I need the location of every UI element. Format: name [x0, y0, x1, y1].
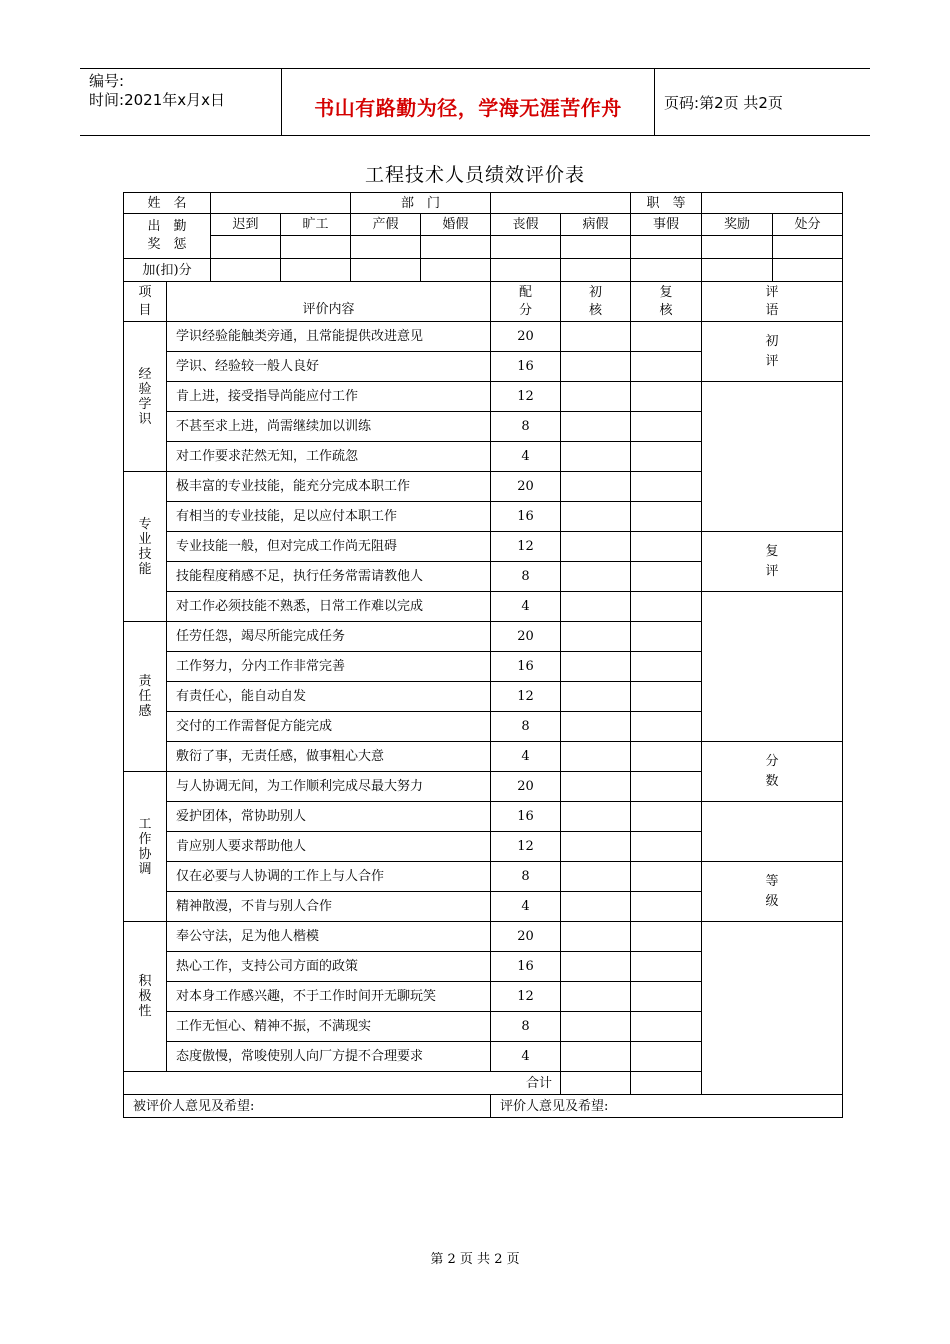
evaluatee-opinion-field[interactable]: 被评价人意见及希望: [124, 1095, 491, 1118]
criterion-score: 8 [491, 412, 561, 442]
criterion-text: 精神散漫，不肯与别人合作 [167, 892, 491, 922]
adjustment-input[interactable] [351, 259, 421, 282]
first-review-input[interactable] [561, 742, 631, 772]
header-page [664, 94, 783, 112]
weight-header-line2: 分 [519, 302, 533, 318]
total-second-review-input[interactable] [631, 1072, 702, 1095]
criterion-text: 热心工作，支持公司方面的政策 [167, 952, 491, 982]
second-review-input[interactable] [631, 1042, 702, 1072]
first-review-header-line2: 核 [589, 302, 603, 318]
section-label-text: 积极性 [138, 974, 152, 1019]
attendance-header-row [124, 214, 843, 236]
header-divider-right [654, 68, 655, 135]
attendance-input[interactable] [702, 236, 773, 259]
criterion-text: 工作无恒心、精神不振，不满现实 [167, 1012, 491, 1042]
criterion-score: 20 [491, 622, 561, 652]
first-review-header-line1: 初 [589, 284, 603, 300]
adjustment-input[interactable] [281, 259, 351, 282]
attendance-input[interactable] [421, 236, 491, 259]
criterion-score: 20 [491, 922, 561, 952]
second-review-input[interactable] [631, 562, 702, 592]
second-review-input[interactable] [631, 922, 702, 952]
attendance-input[interactable] [491, 236, 561, 259]
remark-label-line2: 评 [765, 353, 779, 369]
remark-header-line1: 评 [765, 284, 779, 300]
criterion-score: 20 [491, 472, 561, 502]
header-top-rule [80, 68, 870, 69]
first-review-input[interactable] [561, 772, 631, 802]
first-review-header [561, 282, 631, 322]
criterion-text: 对工作要求茫然无知，工作疏忽 [167, 442, 491, 472]
attendance-col-marriage: 婚假 [421, 214, 491, 236]
criterion-score: 4 [491, 442, 561, 472]
second-review-input[interactable] [631, 352, 702, 382]
second-review-input[interactable] [631, 742, 702, 772]
first-review-input[interactable] [561, 922, 631, 952]
header-time [89, 91, 225, 109]
criterion-text: 奉公守法，足为他人楷模 [167, 922, 491, 952]
remark-input[interactable] [702, 802, 843, 862]
first-review-input[interactable] [561, 382, 631, 412]
criterion-text: 敷衍了事，无责任感，做事粗心大意 [167, 742, 491, 772]
header-time-value: 2021年x月x日 [124, 91, 225, 109]
header-number-label: 编号: [89, 72, 125, 90]
page-footer: 第 2 页 共 2 页 [430, 1252, 520, 1267]
attendance-input[interactable] [351, 236, 421, 259]
header-page-text: 第2页 共2页 [699, 94, 783, 112]
second-review-input[interactable] [631, 892, 702, 922]
first-review-input[interactable] [561, 472, 631, 502]
first-review-input[interactable] [561, 532, 631, 562]
evaluator-opinion-field[interactable]: 评价人意见及希望: [491, 1095, 843, 1118]
first-review-input[interactable] [561, 802, 631, 832]
attendance-value-row [124, 236, 843, 259]
attendance-label-line1: 出 勤 [147, 219, 187, 234]
second-review-input[interactable] [631, 382, 702, 412]
second-review-input[interactable] [631, 442, 702, 472]
criterion-text: 不甚至求上进，尚需继续加以训练 [167, 412, 491, 442]
dept-label: 部 门 [351, 193, 491, 214]
attendance-col-reward: 奖励 [702, 214, 773, 236]
second-review-input[interactable] [631, 652, 702, 682]
attendance-col-penalty: 处分 [773, 214, 843, 236]
criterion-text: 技能程度稍感不足，执行任务常需请教他人 [167, 562, 491, 592]
attendance-col-sick: 病假 [561, 214, 631, 236]
info-row [124, 193, 843, 214]
attendance-input[interactable] [211, 236, 281, 259]
evaluation-row [124, 322, 843, 352]
remark-label-line1: 复 [765, 543, 779, 559]
remark-label-3 [702, 862, 843, 922]
second-review-input[interactable] [631, 1012, 702, 1042]
form-title: 工程技术人员绩效评价表 [364, 164, 585, 186]
adjustment-input[interactable] [561, 259, 631, 282]
evaluation-row [124, 532, 843, 562]
adjustment-label: 加(扣)分 [124, 259, 211, 282]
name-label: 姓 名 [124, 193, 211, 214]
criterion-score: 12 [491, 382, 561, 412]
attendance-label-line2: 奖 惩 [147, 237, 187, 252]
section-label-text: 责任感 [138, 674, 152, 719]
criterion-text: 与人协调无间，为工作顺利完成尽最大努力 [167, 772, 491, 802]
first-review-input[interactable] [561, 622, 631, 652]
attendance-col-absent: 旷工 [281, 214, 351, 236]
criterion-score: 8 [491, 712, 561, 742]
evaluation-row [124, 862, 843, 892]
criterion-score: 16 [491, 352, 561, 382]
evaluation-row [124, 382, 843, 412]
header-time-label: 时间: [89, 91, 125, 109]
second-review-input[interactable] [631, 832, 702, 862]
second-review-input[interactable] [631, 472, 702, 502]
evaluation-row [124, 922, 843, 952]
name-value-field[interactable] [211, 193, 351, 214]
second-review-input[interactable] [631, 322, 702, 352]
first-review-input[interactable] [561, 502, 631, 532]
attendance-input[interactable] [281, 236, 351, 259]
remark-header-line2: 语 [765, 302, 779, 318]
first-review-input[interactable] [561, 442, 631, 472]
second-review-input[interactable] [631, 952, 702, 982]
attendance-input[interactable] [631, 236, 702, 259]
first-review-input[interactable] [561, 892, 631, 922]
criterion-score: 16 [491, 652, 561, 682]
section-experience-label [124, 322, 167, 472]
evaluation-form-table [123, 192, 843, 1118]
criterion-score: 20 [491, 772, 561, 802]
criterion-text: 任劳任怨，竭尽所能完成任务 [167, 622, 491, 652]
adjustment-input[interactable] [631, 259, 702, 282]
first-review-input[interactable] [561, 1012, 631, 1042]
adjustment-input[interactable] [211, 259, 281, 282]
first-review-input[interactable] [561, 652, 631, 682]
criterion-score: 12 [491, 832, 561, 862]
remark-input[interactable] [702, 592, 843, 742]
first-review-input[interactable] [561, 832, 631, 862]
second-review-input[interactable] [631, 802, 702, 832]
evaluation-row [124, 742, 843, 772]
second-review-input[interactable] [631, 532, 702, 562]
rank-label: 职 等 [631, 193, 702, 214]
criterion-text: 有责任心，能自动自发 [167, 682, 491, 712]
remark-input[interactable] [702, 922, 843, 1095]
first-review-input[interactable] [561, 952, 631, 982]
rank-value-field[interactable] [702, 193, 843, 214]
item-header-line2: 目 [138, 302, 152, 318]
first-review-input[interactable] [561, 1042, 631, 1072]
remark-header [702, 282, 843, 322]
criterion-text: 极丰富的专业技能，能充分完成本职工作 [167, 472, 491, 502]
item-header-line1: 项 [138, 284, 152, 300]
criterion-text: 学识、经验较一般人良好 [167, 352, 491, 382]
adjustment-row [124, 259, 843, 282]
criterion-text: 态度傲慢，常唆使别人向厂方提不合理要求 [167, 1042, 491, 1072]
criterion-score: 16 [491, 802, 561, 832]
criterion-score: 20 [491, 322, 561, 352]
criterion-text: 肯应别人要求帮助他人 [167, 832, 491, 862]
second-review-input[interactable] [631, 622, 702, 652]
second-review-input[interactable] [631, 712, 702, 742]
header-motto: 书山有路勤为径，学海无涯苦作舟 [314, 96, 622, 120]
dept-value-field[interactable] [491, 193, 631, 214]
section-responsibility-label [124, 622, 167, 772]
adjustment-input[interactable] [491, 259, 561, 282]
criterion-score: 16 [491, 502, 561, 532]
second-review-header-line2: 核 [659, 302, 673, 318]
section-label-text: 专业技能 [138, 516, 152, 577]
attendance-label [124, 214, 211, 259]
criterion-score: 12 [491, 532, 561, 562]
criterion-score: 16 [491, 952, 561, 982]
remark-label-line1: 等 [765, 873, 779, 889]
remark-label-line2: 评 [765, 563, 779, 579]
second-review-input[interactable] [631, 862, 702, 892]
evaluation-row [124, 592, 843, 622]
criterion-score: 12 [491, 682, 561, 712]
second-review-header [631, 282, 702, 322]
criterion-text: 交付的工作需督促方能完成 [167, 712, 491, 742]
criterion-text: 专业技能一般，但对完成工作尚无阻碍 [167, 532, 491, 562]
first-review-input[interactable] [561, 352, 631, 382]
section-label-text: 经验学识 [138, 366, 152, 427]
criterion-text: 爱护团体，常协助别人 [167, 802, 491, 832]
criterion-text: 对工作必须技能不熟悉，日常工作难以完成 [167, 592, 491, 622]
second-review-header-line1: 复 [659, 284, 673, 300]
total-first-review-input[interactable] [561, 1072, 631, 1095]
first-review-input[interactable] [561, 322, 631, 352]
remark-label-line2: 级 [765, 893, 779, 909]
criterion-score: 4 [491, 742, 561, 772]
criterion-score: 4 [491, 1042, 561, 1072]
adjustment-input[interactable] [773, 259, 843, 282]
remark-label-0 [702, 322, 843, 382]
remark-label-line1: 初 [765, 333, 779, 349]
criterion-score: 4 [491, 892, 561, 922]
section-skill-label [124, 472, 167, 622]
content-header: 评价内容 [167, 282, 491, 322]
criterion-text: 有相当的专业技能，足以应付本职工作 [167, 502, 491, 532]
criterion-score: 8 [491, 862, 561, 892]
second-review-input[interactable] [631, 412, 702, 442]
criterion-text: 学识经验能触类旁通，且常能提供改进意见 [167, 322, 491, 352]
attendance-input[interactable] [773, 236, 843, 259]
first-review-input[interactable] [561, 592, 631, 622]
item-header [124, 282, 167, 322]
remark-label-2 [702, 742, 843, 802]
section-initiative-label [124, 922, 167, 1072]
attendance-col-bereavement: 丧假 [491, 214, 561, 236]
attendance-col-late: 迟到 [211, 214, 281, 236]
criterion-text: 肯上进，接受指导尚能应付工作 [167, 382, 491, 412]
attendance-col-personal: 事假 [631, 214, 702, 236]
weight-header [491, 282, 561, 322]
criterion-text: 仅在必要与人协调的工作上与人合作 [167, 862, 491, 892]
attendance-col-maternity: 产假 [351, 214, 421, 236]
attendance-input[interactable] [561, 236, 631, 259]
second-review-input[interactable] [631, 502, 702, 532]
evaluation-row [124, 802, 843, 832]
first-review-input[interactable] [561, 412, 631, 442]
header-page-label: 页码: [664, 94, 700, 112]
criterion-score: 12 [491, 982, 561, 1012]
remark-label-line1: 分 [765, 753, 779, 769]
adjustment-input[interactable] [702, 259, 773, 282]
criterion-score: 8 [491, 1012, 561, 1042]
second-review-input[interactable] [631, 592, 702, 622]
criterion-text: 对本身工作感兴趣，不于工作时间开无聊玩笑 [167, 982, 491, 1012]
evaluation-header-row [124, 282, 843, 322]
criterion-score: 8 [491, 562, 561, 592]
header-bottom-rule [80, 135, 870, 136]
weight-header-line1: 配 [519, 284, 533, 300]
second-review-input[interactable] [631, 772, 702, 802]
first-review-input[interactable] [561, 562, 631, 592]
second-review-input[interactable] [631, 682, 702, 712]
section-label-text: 工作协调 [138, 816, 152, 877]
section-coordination-label [124, 772, 167, 922]
remark-label-line2: 数 [765, 773, 779, 789]
criterion-text: 工作努力，分内工作非常完善 [167, 652, 491, 682]
second-review-input[interactable] [631, 982, 702, 1012]
first-review-input[interactable] [561, 712, 631, 742]
opinions-row [124, 1095, 843, 1118]
remark-input[interactable] [702, 382, 843, 532]
first-review-input[interactable] [561, 862, 631, 892]
adjustment-input[interactable] [421, 259, 491, 282]
total-label: 合计 [124, 1072, 561, 1095]
first-review-input[interactable] [561, 682, 631, 712]
remark-label-1 [702, 532, 843, 592]
first-review-input[interactable] [561, 982, 631, 1012]
criterion-score: 4 [491, 592, 561, 622]
